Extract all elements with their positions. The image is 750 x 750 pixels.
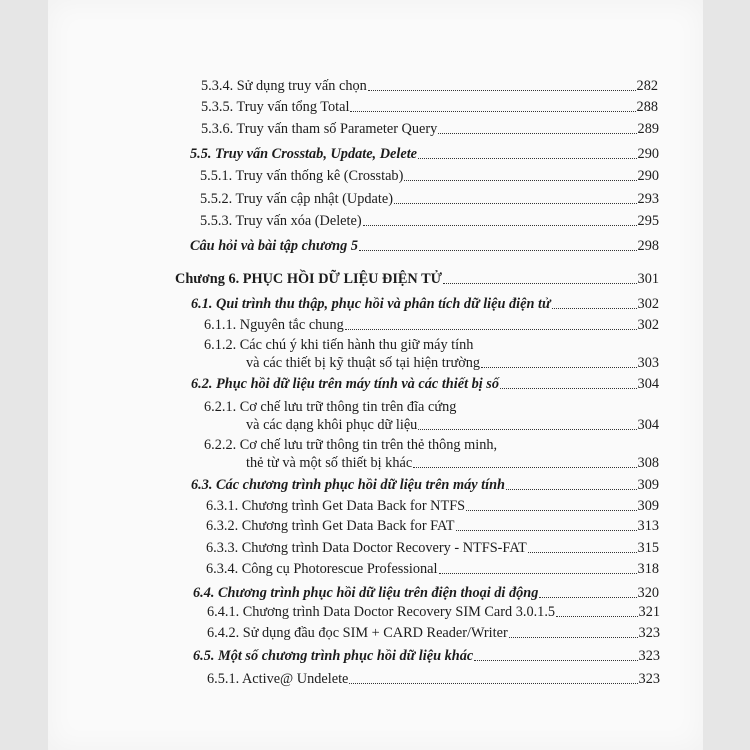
toc-entry-title: 6.3.2. Chương trình Get Data Back for FAT <box>206 518 455 534</box>
toc-entry-title: 6.2. Phục hồi dữ liệu trên máy tính và các thiết bị số <box>191 376 500 392</box>
toc-entry-page: 309 <box>637 498 659 514</box>
dot-leader <box>556 615 637 617</box>
dot-leader <box>456 529 637 531</box>
toc-entry-title: Câu hỏi và bài tập chương 5 <box>190 238 358 254</box>
toc-entry-title: 6.4. Chương trình phục hồi dữ liệu trên điện thoại di động <box>193 585 539 601</box>
toc-entry-page: 313 <box>637 518 659 534</box>
toc-section-entry <box>191 295 659 313</box>
toc-entry-page: 320 <box>637 585 659 601</box>
toc-entry-page: 323 <box>638 648 660 664</box>
book-page <box>48 0 703 750</box>
dot-leader <box>474 659 637 661</box>
toc-entry-page: 303 <box>637 355 659 371</box>
dot-leader <box>418 157 637 159</box>
toc-entry <box>201 98 658 116</box>
toc-entry-title: 6.5.1. Active@ Undelete <box>207 671 349 687</box>
toc-entry-page: 315 <box>637 540 659 556</box>
toc-entry-title: 5.5.2. Truy vấn cập nhật (Update) <box>200 191 393 207</box>
dot-leader <box>500 387 637 389</box>
toc-entry <box>204 316 659 334</box>
toc-entry-title: 6.3.1. Chương trình Get Data Back for NTFS <box>206 498 466 514</box>
toc-entry-title: 6.2.2. Cơ chế lưu trữ thông tin trên thẻ thông minh, <box>204 437 498 453</box>
toc-entry <box>200 167 659 185</box>
toc-entry-title: 5.5.3. Truy vấn xóa (Delete) <box>200 213 362 229</box>
toc-entry-title: 6.2.1. Cơ chế lưu trữ thông tin trên đĩa cứng <box>204 399 457 415</box>
table-of-contents <box>48 0 703 750</box>
toc-entry-title-line2: thẻ từ và một số thiết bị khác <box>246 455 413 471</box>
dot-leader <box>349 682 637 684</box>
toc-entry-page: 323 <box>638 671 660 687</box>
toc-entry-continuation <box>204 454 659 472</box>
toc-entry-page: 290 <box>637 168 659 184</box>
toc-entry-two-line <box>204 436 659 472</box>
toc-entry-title: 5.3.5. Truy vấn tổng Total <box>201 99 350 115</box>
toc-entry <box>206 517 659 535</box>
toc-entry-continuation <box>204 354 659 372</box>
toc-entry-title: 5.5. Truy vấn Crosstab, Update, Delete <box>190 146 418 162</box>
toc-entry-page: 289 <box>637 121 659 137</box>
toc-entry <box>200 212 659 230</box>
dot-leader <box>394 202 637 204</box>
toc-entry-title-line2: và các dạng khôi phục dữ liệu <box>246 417 418 433</box>
toc-chapter-entry <box>175 270 659 288</box>
toc-entry-page: 282 <box>636 78 658 94</box>
toc-entry-page: 309 <box>637 477 659 493</box>
dot-leader <box>552 307 637 309</box>
dot-leader <box>350 110 635 112</box>
toc-section-entry <box>190 145 659 163</box>
toc-entry-page: 302 <box>637 296 659 312</box>
toc-entry-title: 6.1. Qui trình thu thập, phục hồi và phân tích dữ liệu điện tử <box>191 296 551 312</box>
toc-entry-title: 6.1.2. Các chú ý khi tiến hành thu giữ máy tính <box>204 337 474 353</box>
toc-entry-title: 6.4.2. Sử dụng đầu đọc SIM + CARD Reader/Writer <box>207 625 508 641</box>
toc-entry-title: 6.4.1. Chương trình Data Doctor Recovery SIM Card 3.0.1.5 <box>207 604 556 620</box>
dot-leader <box>368 89 636 91</box>
toc-entry-page: 293 <box>637 191 659 207</box>
dot-leader <box>443 282 637 284</box>
toc-entry <box>207 670 660 688</box>
toc-entry-title: 6.1.1. Nguyên tắc chung <box>204 317 344 333</box>
dot-leader <box>418 428 636 430</box>
toc-entry-title: 6.3.3. Chương trình Data Doctor Recovery - NTFS-FAT <box>206 540 527 556</box>
dot-leader <box>345 328 637 330</box>
toc-entry-two-line <box>204 336 659 372</box>
dot-leader <box>439 572 637 574</box>
toc-entry <box>201 77 658 95</box>
dot-leader <box>481 366 636 368</box>
toc-entry <box>201 120 659 138</box>
toc-entry <box>206 560 659 578</box>
toc-entry-page: 302 <box>637 317 659 333</box>
toc-section-entry <box>191 476 659 494</box>
toc-entry-page: 290 <box>637 146 659 162</box>
dot-leader <box>528 551 637 553</box>
toc-entry <box>207 603 660 621</box>
dot-leader <box>359 249 637 251</box>
dot-leader <box>438 132 636 134</box>
dot-leader <box>539 596 636 598</box>
toc-entry-page: 308 <box>637 455 659 471</box>
toc-entry-title: 5.3.6. Truy vấn tham số Parameter Query <box>201 121 438 137</box>
toc-entry-page: 318 <box>637 561 659 577</box>
toc-entry-title: 5.5.1. Truy vấn thống kê (Crosstab) <box>200 168 404 184</box>
toc-entry-continuation <box>204 416 659 434</box>
toc-entry-page: 288 <box>636 99 658 115</box>
toc-entry-title: 5.3.4. Sử dụng truy vấn chọn <box>201 78 367 94</box>
dot-leader <box>404 179 636 181</box>
dot-leader <box>509 636 638 638</box>
toc-section-entry <box>193 647 660 665</box>
toc-entry <box>200 190 659 208</box>
toc-section-entry <box>193 584 659 602</box>
dot-leader <box>413 466 636 468</box>
toc-entry-title: 6.3. Các chương trình phục hồi dữ liệu trên máy tính <box>191 477 505 493</box>
toc-entry-two-line <box>204 398 659 434</box>
toc-entry-page: 323 <box>638 625 660 641</box>
toc-entry-page: 295 <box>637 213 659 229</box>
toc-entry-page: 304 <box>637 417 659 433</box>
toc-entry <box>206 539 659 557</box>
toc-entry-title: 6.5. Một số chương trình phục hồi dữ liệu khác <box>193 648 474 664</box>
dot-leader <box>466 509 636 511</box>
toc-exercise-entry <box>190 237 659 255</box>
toc-entry-page: 321 <box>638 604 660 620</box>
dot-leader <box>506 488 637 490</box>
toc-section-entry <box>191 375 659 393</box>
toc-entry-title-line2: và các thiết bị kỹ thuật số tại hiện trường <box>246 355 481 371</box>
toc-entry <box>206 497 659 515</box>
toc-entry-page: 304 <box>637 376 659 392</box>
toc-entry-page: 301 <box>637 271 659 287</box>
toc-entry-page: 298 <box>637 238 659 254</box>
toc-entry-title: Chương 6. PHỤC HỒI DỮ LIỆU ĐIỆN TỬ <box>175 271 442 287</box>
toc-entry-title: 6.3.4. Công cụ Photorescue Professional <box>206 561 438 577</box>
toc-entry <box>207 624 660 642</box>
dot-leader <box>363 224 637 226</box>
